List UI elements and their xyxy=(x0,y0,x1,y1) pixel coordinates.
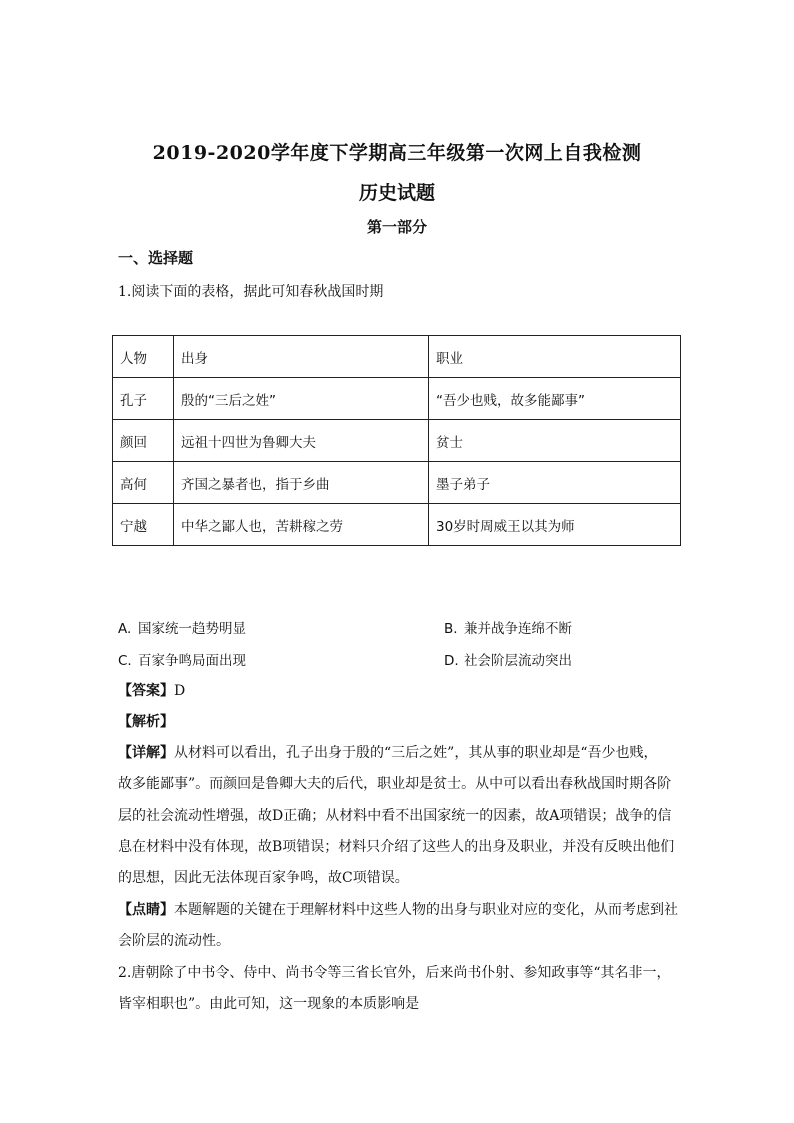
table-row xyxy=(113,378,681,420)
table-header-row xyxy=(113,336,681,378)
table-cell: 殷的“三后之姓” xyxy=(174,378,429,420)
detail-line: 故多能鄙事”。而颜回是鲁卿大夫的后代，职业却是贫士。从中可以看出春秋战国时期各阶 xyxy=(118,776,672,792)
exam-subject: 历史试题 xyxy=(358,182,435,204)
table-cell: 30岁时周威王以其为师 xyxy=(429,504,681,546)
detail-tag: 【详解】 xyxy=(118,745,174,761)
detail-line xyxy=(118,742,683,762)
table-row xyxy=(113,504,681,546)
answer-line xyxy=(118,680,683,700)
exam-title: 2019-2020学年度下学期高三年级第一次网上自我检测 xyxy=(152,142,642,164)
question-1-stem: 1.阅读下面的表格，据此可知春秋战国时期 xyxy=(118,284,384,300)
detail-line: 层的社会流动性增强，故D正确；从材料中看不出国家统一的因素，故A项错误；战争的信 xyxy=(118,808,672,824)
table-cell: 孔子 xyxy=(113,378,174,420)
table-cell: 墨子弟子 xyxy=(429,462,681,504)
option-a xyxy=(118,617,246,637)
question-1-table xyxy=(112,335,681,546)
answer-tag: 【答案】 xyxy=(118,683,174,699)
option-label: C. xyxy=(118,653,132,669)
table-cell: 高何 xyxy=(113,462,174,504)
table-cell: 贫士 xyxy=(429,420,681,462)
table-cell: “吾少也贱，故多能鄙事” xyxy=(429,378,681,420)
point-line xyxy=(118,899,683,919)
table-header-cell: 人物 xyxy=(113,336,174,378)
table-cell: 中华之鄙人也，苦耕稼之劳 xyxy=(174,504,429,546)
point-tag: 【点睛】 xyxy=(118,902,174,918)
table-cell: 宁越 xyxy=(113,504,174,546)
option-text: 国家统一趋势明显 xyxy=(138,621,246,637)
option-label: B. xyxy=(444,621,458,637)
table-cell: 远祖十四世为鲁卿大夫 xyxy=(174,420,429,462)
table-header-cell: 职业 xyxy=(429,336,681,378)
table-cell: 齐国之暴者也，指于乡曲 xyxy=(174,462,429,504)
option-text: 兼并战争连绵不断 xyxy=(464,621,572,637)
detail-line: 的思想，因此无法体现百家争鸣，故C项错误。 xyxy=(118,870,409,886)
option-c xyxy=(118,649,246,669)
table-row xyxy=(113,420,681,462)
section-heading: 一、选择题 xyxy=(118,249,194,267)
question-2-stem: 2.唐朝除了中书令、侍中、尚书令等三省长官外，后来尚书仆射、参知政事等“其名非一， xyxy=(118,965,671,981)
option-label: A. xyxy=(118,621,132,637)
option-label: D. xyxy=(444,653,459,669)
point-text: 本题解题的关键在于理解材料中这些人物的出身与职业对应的变化，从而考虑到社 xyxy=(174,902,678,918)
detail-text: 从材料可以看出，孔子出身于殷的“三后之姓”，其从事的职业却是“吾少也贱， xyxy=(174,745,658,761)
table-header-cell: 出身 xyxy=(174,336,429,378)
table-row xyxy=(113,462,681,504)
question-2-stem: 皆宰相职也”。由此可知，这一现象的本质影响是 xyxy=(118,996,420,1012)
analysis-tag: 【解析】 xyxy=(118,714,174,730)
option-text: 社会阶层流动突出 xyxy=(464,653,572,669)
answer-value: D xyxy=(174,683,186,699)
part-heading: 第一部分 xyxy=(366,218,427,236)
point-line: 会阶层的流动性。 xyxy=(118,933,230,949)
option-text: 百家争鸣局面出现 xyxy=(138,653,246,669)
table-cell: 颜回 xyxy=(113,420,174,462)
option-b xyxy=(444,617,572,637)
detail-line: 息在材料中没有体现，故B项错误；材料只介绍了这些人的出身及职业，并没有反映出他们 xyxy=(118,839,675,855)
option-d xyxy=(444,649,572,669)
